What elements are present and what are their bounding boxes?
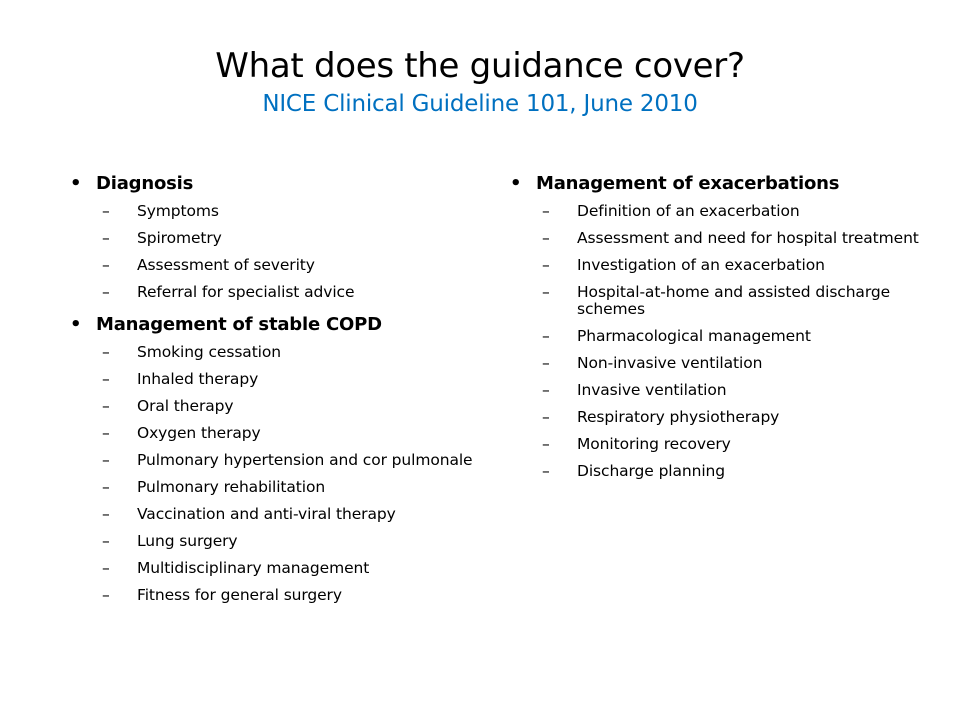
list-item [528,382,928,399]
dash-icon: – [542,229,550,247]
list-item-label: Pharmacological management [577,327,811,345]
dash-icon: – [102,586,110,604]
list-item-label: Vaccination and anti-viral therapy [137,505,396,523]
dash-icon: – [542,283,550,301]
item-list [88,344,478,604]
dash-icon: – [102,256,110,274]
list-item-label: Oxygen therapy [137,424,261,442]
list-item-label: Spirometry [137,229,222,247]
dash-icon: – [102,370,110,388]
list-item-label: Non-invasive ventilation [577,354,763,372]
dash-icon: – [542,462,550,480]
section-diagnosis [70,170,478,301]
dash-icon: – [102,397,110,415]
list-item-label: Discharge planning [577,462,726,480]
left-column [70,170,478,614]
section-stable-copd [70,311,478,604]
bullet-icon: • [510,173,522,194]
section-heading-diagnosis [70,170,478,198]
list-item-label: Hospital-at-home and assisted discharge schemes [577,283,891,318]
list-item [88,560,478,577]
list-item [528,463,928,480]
title-subtitle: NICE Clinical Guideline 101, June 2010 [262,91,698,117]
dash-icon: – [102,229,110,247]
list-item-label: Fitness for general surgery [137,586,342,604]
right-column [510,170,928,490]
list-item [528,257,928,274]
dash-icon: – [542,381,550,399]
section-heading-stable-copd [70,311,478,339]
slide-title [60,44,900,120]
list-item [88,344,478,361]
dash-icon: – [542,354,550,372]
dash-icon: – [102,343,110,361]
list-item [528,436,928,453]
dash-icon: – [542,256,550,274]
list-item-label: Monitoring recovery [577,435,731,453]
list-item-label: Definition of an exacerbation [577,202,800,220]
list-item [88,203,478,220]
section-heading-label: Management of exacerbations [536,173,840,194]
list-item [528,230,928,247]
dash-icon: – [542,408,550,426]
dash-icon: – [542,327,550,345]
list-item-label: Respiratory physiotherapy [577,408,780,426]
list-item [88,284,478,301]
list-item [528,355,928,372]
list-item-label: Pulmonary rehabilitation [137,478,326,496]
item-list [88,203,478,301]
section-heading-label: Management of stable COPD [96,314,382,335]
list-item-label: Oral therapy [137,397,234,415]
list-item-label: Lung surgery [137,532,238,550]
list-item [88,533,478,550]
list-item [528,409,928,426]
title-main: What does the guidance cover? [215,46,745,86]
list-item-label: Assessment of severity [137,256,315,274]
dash-icon: – [542,435,550,453]
bullet-icon: • [70,314,82,335]
list-item [88,398,478,415]
dash-icon: – [102,532,110,550]
list-item [88,425,478,442]
list-item [528,328,928,345]
list-item [88,371,478,388]
list-item [88,506,478,523]
dash-icon: – [102,424,110,442]
list-item-label: Investigation of an exacerbation [577,256,825,274]
list-item-label: Pulmonary hypertension and cor pulmonale [137,451,473,469]
list-item-label: Assessment and need for hospital treatment [577,229,919,247]
section-exacerbations [510,170,928,480]
list-item [88,587,478,604]
list-item [528,284,928,318]
list-item-label: Inhaled therapy [137,370,259,388]
list-item [88,257,478,274]
list-item-label: Multidisciplinary management [137,559,370,577]
list-item [88,230,478,247]
dash-icon: – [102,505,110,523]
list-item-label: Symptoms [137,202,219,220]
dash-icon: – [102,283,110,301]
list-item [88,452,478,469]
list-item-label: Smoking cessation [137,343,281,361]
section-heading-label: Diagnosis [96,173,194,194]
list-item [88,479,478,496]
list-item-label: Referral for specialist advice [137,283,355,301]
section-heading-exacerbations [510,170,928,198]
item-list [528,203,928,480]
dash-icon: – [542,202,550,220]
list-item [528,203,928,220]
list-item-label: Invasive ventilation [577,381,727,399]
dash-icon: – [102,451,110,469]
dash-icon: – [102,559,110,577]
dash-icon: – [102,202,110,220]
bullet-icon: • [70,173,82,194]
dash-icon: – [102,478,110,496]
